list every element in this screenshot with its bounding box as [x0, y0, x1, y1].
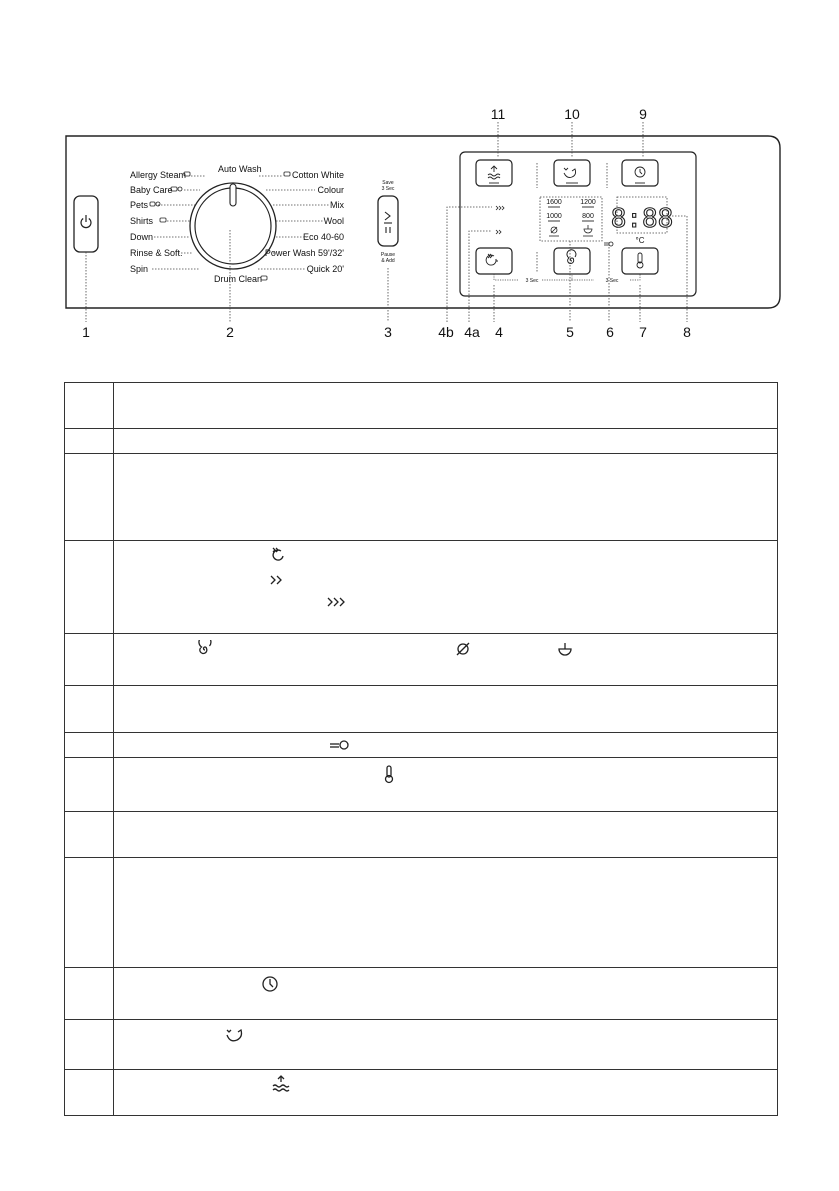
table-row	[65, 634, 778, 686]
table-row	[65, 858, 778, 968]
table-cell-description	[114, 429, 778, 454]
table-cell-number	[65, 686, 114, 733]
table-row	[65, 1020, 778, 1070]
programme-cotton-white: Cotton White	[291, 170, 344, 180]
table-cell-description	[114, 541, 778, 634]
soak-button[interactable]	[554, 160, 590, 186]
programme-drum-clean: Drum Clean	[214, 274, 263, 284]
temp-unit: °C	[635, 236, 645, 245]
table-cell-number	[65, 383, 114, 429]
table-cell-number	[65, 1070, 114, 1116]
callout-4b: 4b	[438, 324, 454, 340]
table-cell-description	[114, 686, 778, 733]
rinse-hold-icon	[556, 640, 574, 658]
table-row	[65, 758, 778, 812]
start-pause-button[interactable]	[378, 196, 398, 246]
programme-labels-left	[130, 170, 186, 274]
programme-baby-care: Baby Care	[130, 185, 173, 195]
rinse-button[interactable]	[476, 160, 512, 186]
dial-indicator	[230, 184, 236, 206]
callout-11: 11	[490, 106, 506, 122]
pause-add-label-1: Pause	[380, 252, 396, 258]
triple-arrow-icon	[326, 596, 348, 608]
table-cell-number	[65, 634, 114, 686]
hold-3sec-label-b: 3 Sec	[605, 278, 619, 284]
spin-800: 800	[582, 213, 594, 220]
programme-quick-20: Quick 20'	[306, 264, 344, 274]
spin-icon	[196, 640, 214, 658]
table-row	[65, 454, 778, 541]
programme-colour: Colour	[317, 185, 344, 195]
control-panel-diagram	[0, 0, 839, 380]
callout-4: 4	[495, 324, 503, 340]
table-row	[65, 968, 778, 1020]
quick-wash-button[interactable]	[476, 248, 512, 274]
indicator-4a-arrows	[496, 230, 501, 234]
double-arrow-icon	[269, 574, 285, 586]
spin-1200: 1200	[580, 199, 596, 206]
callout-9: 9	[639, 106, 647, 122]
table-cell-description	[114, 758, 778, 812]
pause-add-label-2: & Add	[381, 258, 395, 264]
callout-10: 10	[564, 106, 580, 122]
soak-icon	[224, 1026, 248, 1046]
table-row	[65, 812, 778, 858]
programme-allergy-steam: Allergy Steam	[130, 170, 187, 180]
table-row	[65, 429, 778, 454]
table-cell-number	[65, 758, 114, 812]
callout-3: 3	[384, 324, 392, 340]
table-cell-description	[114, 1070, 778, 1116]
table-cell-number	[65, 968, 114, 1020]
table-row	[65, 733, 778, 758]
table-cell-description	[114, 383, 778, 429]
programme-rinse-soft: Rinse & Soft.	[130, 248, 183, 258]
child-lock-icon	[604, 242, 613, 246]
callout-4a: 4a	[464, 324, 480, 340]
indicator-4b-arrows	[496, 206, 504, 210]
callout-1: 1	[82, 324, 90, 340]
programme-eco-40-60: Eco 40-60	[302, 232, 344, 242]
table-cell-number	[65, 1020, 114, 1070]
programme-wool: Wool	[323, 216, 344, 226]
child-lock-icon	[329, 739, 353, 751]
spin-1600: 1600	[546, 199, 562, 206]
table-cell-description	[114, 968, 778, 1020]
delay-end-icon	[260, 974, 280, 994]
programme-mix: Mix	[330, 200, 344, 210]
callout-6: 6	[606, 324, 614, 340]
table-row	[65, 686, 778, 733]
table-cell-number	[65, 541, 114, 634]
programme-spin: Spin	[130, 264, 149, 274]
callout-5: 5	[566, 324, 574, 340]
digital-display: 8:88	[610, 204, 674, 234]
callout-8: 8	[683, 324, 691, 340]
table-cell-description	[114, 454, 778, 541]
cotton-white-badge-icon	[284, 172, 290, 176]
programme-down: Down	[130, 232, 154, 242]
description-table	[64, 382, 778, 1116]
table-cell-description	[114, 858, 778, 968]
programme-shirts: Shirts	[130, 216, 154, 226]
programme-auto-wash: Auto Wash	[218, 164, 262, 174]
table-cell-number	[65, 812, 114, 858]
delay-end-button[interactable]	[622, 160, 658, 186]
start-hold-label-1: Save	[382, 180, 394, 186]
table-cell-description	[114, 634, 778, 686]
start-hold-label-2: 3 Sec	[381, 186, 395, 192]
table-row	[65, 541, 778, 634]
table-cell-description	[114, 812, 778, 858]
table-cell-number	[65, 733, 114, 758]
programme-pets: Pets	[130, 200, 149, 210]
callout-2: 2	[226, 324, 234, 340]
table-cell-number	[65, 454, 114, 541]
temperature-button[interactable]	[622, 248, 658, 274]
table-cell-number	[65, 429, 114, 454]
no-spin-icon	[454, 640, 472, 658]
programme-power-wash: Power Wash 59'/32'	[264, 248, 344, 258]
table-cell-number	[65, 858, 114, 968]
spin-1000: 1000	[546, 213, 562, 220]
power-button[interactable]	[74, 196, 98, 252]
no-spin-icon	[549, 227, 559, 236]
table-cell-description	[114, 733, 778, 758]
quick-wash-icon	[269, 545, 289, 565]
callout-7: 7	[639, 324, 647, 340]
hold-3sec-label-a: 3 Sec	[525, 278, 539, 284]
rinse-icon	[270, 1074, 292, 1094]
table-cell-description	[114, 1020, 778, 1070]
programme-labels-right	[265, 170, 345, 274]
rinse-hold-icon	[583, 225, 593, 236]
table-row	[65, 383, 778, 429]
table-row	[65, 1070, 778, 1116]
temperature-icon	[382, 764, 396, 784]
